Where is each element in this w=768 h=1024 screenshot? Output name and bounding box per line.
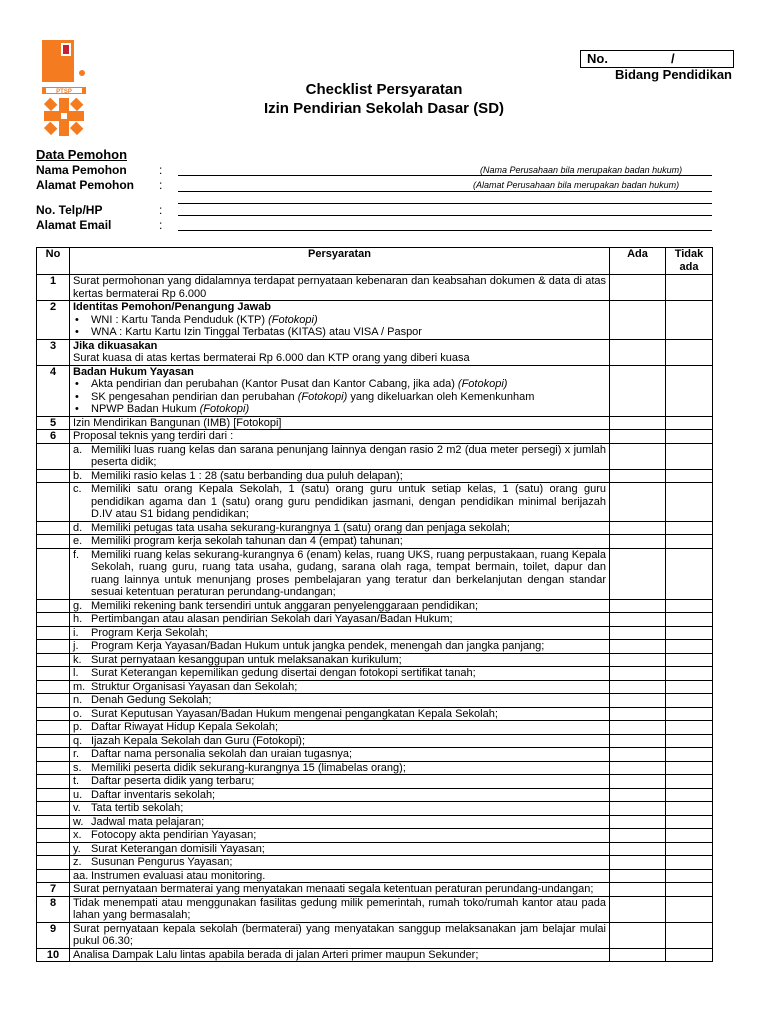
subitem-text: Susunan Pengurus Yayasan;: [91, 856, 233, 868]
subitem-text: Surat Keterangan domisili Yayasan;: [91, 842, 265, 855]
document-number-label: No.: [587, 51, 608, 66]
not-available-checkbox-cell[interactable]: [666, 883, 713, 897]
not-available-checkbox-cell[interactable]: [666, 667, 713, 681]
available-checkbox-cell[interactable]: [610, 521, 666, 535]
applicant-address-field-line2[interactable]: [178, 203, 712, 204]
list-item: [73, 870, 606, 883]
requirement-heading: Jika dikuasakan: [73, 339, 158, 352]
subitem-letter: z.: [73, 856, 82, 868]
list-item: [73, 654, 606, 667]
table-row: [37, 948, 713, 962]
subitem-text: Instrumen evaluasi atau monitoring.: [91, 869, 266, 882]
row-number: [37, 667, 70, 681]
available-checkbox-cell[interactable]: [610, 301, 666, 340]
row-number: [37, 734, 70, 748]
list-item: [73, 681, 606, 694]
bullet-text: SK pengesahan pendirian dan perubahan: [91, 390, 298, 403]
subitem-letter: e.: [73, 535, 83, 547]
document-number-slash: /: [671, 51, 675, 66]
table-row: [37, 922, 713, 948]
row-number: [37, 829, 70, 843]
not-available-checkbox-cell[interactable]: [666, 469, 713, 483]
subitem-text: Program Kerja Sekolah;: [91, 626, 208, 639]
row-number: 5: [37, 416, 70, 430]
bullet-note: (Fotokopi): [199, 403, 250, 415]
list-item: [73, 748, 606, 761]
applicant-name-label: Nama Pemohon: [36, 163, 127, 177]
subitem-letter: j.: [73, 640, 79, 652]
applicant-name-hint: (Nama Perusahaan bila merupakan badan hukum): [480, 165, 683, 175]
not-available-checkbox-cell[interactable]: [666, 761, 713, 775]
subitem-letter: h.: [73, 613, 83, 625]
list-item: [73, 403, 606, 416]
available-checkbox-cell[interactable]: [610, 896, 666, 922]
table-row: [37, 883, 713, 897]
available-checkbox-cell[interactable]: [610, 775, 666, 789]
subitem-letter: r.: [73, 748, 80, 760]
table-row: [37, 339, 713, 365]
table-row: [37, 275, 713, 301]
list-item: [73, 326, 606, 339]
svg-text:PTSP: PTSP: [56, 89, 72, 95]
bullet-note: (Fotokopi): [297, 390, 348, 403]
not-available-checkbox-cell[interactable]: [666, 653, 713, 667]
available-checkbox-cell[interactable]: [610, 640, 666, 654]
list-item: [73, 856, 606, 869]
not-available-checkbox-cell[interactable]: [666, 339, 713, 365]
list-item: [73, 391, 606, 404]
subitem-letter: b.: [73, 469, 83, 482]
list-item: [73, 721, 606, 734]
available-checkbox-cell[interactable]: [610, 856, 666, 870]
subitem-letter: k.: [73, 653, 82, 666]
subitem-text: Memiliki satu orang Kepala Sekolah, 1 (satu) orang guru untuk setiap kelas, 1 (satu) orang guru pendidikan agama dan 1 (satu) orang guru pendidikan jasmani, dengan pendidikan minimal berijazah D.IV atau S1 bidang pendidikan;: [91, 483, 606, 520]
not-available-checkbox-cell[interactable]: [666, 721, 713, 735]
subitem-text: Denah Gedung Sekolah;: [91, 694, 212, 706]
list-item: [73, 735, 606, 748]
available-checkbox-cell[interactable]: [610, 430, 666, 444]
subitem-letter: c.: [73, 483, 82, 495]
page-subtitle: Izin Pendirian Sekolah Dasar (SD): [263, 100, 505, 117]
not-available-checkbox-cell[interactable]: [666, 788, 713, 802]
not-available-checkbox-cell[interactable]: [666, 548, 713, 599]
bullet-note: (Fotokopi): [268, 313, 318, 326]
available-checkbox-cell[interactable]: [610, 869, 666, 883]
row-number: 9: [37, 922, 70, 948]
not-available-checkbox-cell[interactable]: [666, 802, 713, 816]
not-available-checkbox-cell[interactable]: [666, 430, 713, 444]
list-item: [73, 775, 606, 788]
bullet-icon: •: [75, 390, 79, 403]
table-row: [37, 707, 713, 721]
not-available-checkbox-cell[interactable]: [666, 829, 713, 843]
table-row: [37, 788, 713, 802]
subitem-letter: i.: [73, 626, 79, 639]
bullet-icon: •: [75, 378, 79, 390]
table-row: [37, 365, 713, 416]
row-number: 7: [37, 883, 70, 897]
not-available-checkbox-cell[interactable]: [666, 842, 713, 856]
not-available-checkbox-cell[interactable]: [666, 640, 713, 654]
row-number: 3: [37, 339, 70, 365]
list-item: [73, 816, 606, 829]
table-row: [37, 535, 713, 549]
table-row: [37, 599, 713, 613]
table-row: [37, 815, 713, 829]
row-number: [37, 869, 70, 883]
applicant-address-label: Alamat Pemohon: [36, 178, 135, 192]
row-number: 6: [37, 430, 70, 444]
row-number: [37, 599, 70, 613]
bullet-text: NPWP Badan Hukum: [91, 403, 200, 415]
table-row: [37, 443, 713, 469]
document-number-box: [580, 50, 734, 68]
available-checkbox-cell[interactable]: [610, 416, 666, 430]
subitem-text: Jadwal mata pelajaran;: [91, 815, 205, 828]
available-checkbox-cell[interactable]: [610, 694, 666, 708]
available-checkbox-cell[interactable]: [610, 483, 666, 522]
subitem-text: Memiliki rekening bank tersendiri untuk anggaran penyelenggaraan pendidikan;: [91, 599, 479, 612]
requirement-heading: Badan Hukum Yayasan: [73, 365, 194, 378]
page-title: Checklist Persyaratan: [305, 81, 463, 98]
subitem-text: Ijazah Kepala Sekolah dan Guru (Fotokopi);: [91, 734, 306, 747]
subitem-letter: aa.: [73, 869, 89, 882]
available-checkbox-cell[interactable]: [610, 829, 666, 843]
table-row: [37, 694, 713, 708]
subitem-text: Pertimbangan atau alasan pendirian Sekolah dari Yayasan/Badan Hukum;: [91, 613, 453, 625]
not-available-checkbox-cell[interactable]: [666, 896, 713, 922]
not-available-checkbox-cell[interactable]: [666, 748, 713, 762]
not-available-checkbox-cell[interactable]: [666, 365, 713, 416]
applicant-address-colon: :: [159, 178, 163, 192]
not-available-checkbox-cell[interactable]: [666, 416, 713, 430]
requirement-text: Surat pernyataan bermaterai yang menyatakan menaati segala ketentuan peraturan perundang-undangan;: [73, 883, 594, 895]
bullet-text: WNA : Kartu Kartu Izin Tinggal Terbatas (KITAS) atau VISA / Paspor: [91, 326, 422, 338]
requirement-text: Proposal teknis yang terdiri dari :: [73, 430, 234, 442]
header-requirement: Persyaratan: [70, 248, 610, 275]
not-available-checkbox-cell[interactable]: [666, 694, 713, 708]
row-number: [37, 856, 70, 870]
department-label: Bidang Pendidikan: [614, 67, 732, 82]
subitem-letter: g.: [73, 599, 83, 612]
not-available-checkbox-cell[interactable]: [666, 301, 713, 340]
subitem-letter: u.: [73, 788, 83, 801]
subitem-letter: l.: [73, 667, 79, 679]
bullet-text-tail: yang dikeluarkan oleh Kemenkunham: [347, 390, 535, 403]
bullet-icon: •: [75, 313, 79, 326]
subitem-text: Memiliki ruang kelas sekurang-kurangnya 6 (enam) kelas, ruang UKS, ruang perpustakaan, ruang Kepala Sekolah, ruang guru, ruang tata usaha, gudang, sarana olah raga, tempat bermain, toilet, dapur dan ruang lainnya untuk menunjang proses pembelajaran yang teratur dan berkelanjutan dengan standar sesuai ketentuan peraturan perundang-undangan;: [91, 548, 606, 598]
table-row: [37, 842, 713, 856]
row-number: [37, 680, 70, 694]
not-available-checkbox-cell[interactable]: [666, 535, 713, 549]
not-available-checkbox-cell[interactable]: [666, 275, 713, 301]
subitem-text: Program Kerja Yayasan/Badan Hukum untuk jangka pendek, menengah dan jangka panjang;: [91, 640, 545, 652]
list-item: [73, 444, 606, 469]
available-checkbox-cell[interactable]: [610, 599, 666, 613]
not-available-checkbox-cell[interactable]: [666, 599, 713, 613]
subitem-letter: q.: [73, 734, 83, 747]
row-number: [37, 815, 70, 829]
list-item: [73, 789, 606, 802]
subitem-letter: w.: [73, 815, 84, 828]
list-item: [73, 549, 606, 599]
bullet-icon: •: [75, 403, 79, 415]
subitem-letter: n.: [73, 694, 83, 706]
table-row: [37, 430, 713, 444]
table-row: [37, 802, 713, 816]
table-row: [37, 734, 713, 748]
available-checkbox-cell[interactable]: [610, 653, 666, 667]
bullet-note: (Fotokopi): [457, 378, 508, 390]
subitem-letter: t.: [73, 775, 80, 787]
list-item: [73, 613, 606, 626]
row-number: [37, 535, 70, 549]
subitem-text: Memiliki program kerja sekolah tahunan dan 4 (empat) tahunan;: [91, 535, 403, 547]
available-checkbox-cell[interactable]: [610, 922, 666, 948]
row-number: [37, 788, 70, 802]
row-number: 1: [37, 275, 70, 301]
subitem-letter: d.: [73, 521, 83, 534]
row-number: [37, 802, 70, 816]
subitem-text: Memiliki rasio kelas 1 : 28 (satu berbanding dua puluh delapan);: [91, 469, 403, 482]
available-checkbox-cell[interactable]: [610, 667, 666, 681]
not-available-checkbox-cell[interactable]: [666, 613, 713, 627]
applicant-section-title: Data Pemohon: [36, 147, 128, 162]
table-row: [37, 775, 713, 789]
table-row: [37, 521, 713, 535]
list-item: [73, 627, 606, 640]
not-available-checkbox-cell[interactable]: [666, 869, 713, 883]
phone-colon: :: [159, 203, 163, 217]
requirement-text: Izin Mendirikan Bangunan (IMB) [Fotokopi]: [73, 416, 282, 429]
table-row: [37, 721, 713, 735]
requirement-text: Tidak menempati atau menggunakan fasilitas gedung milik pemerintah, rumah toko/rumah kantor atau pada lahan yang bermasalah;: [73, 896, 606, 921]
list-item: [73, 535, 606, 548]
list-item: [73, 667, 606, 680]
subitem-text: Memiliki petugas tata usaha sekurang-kurangnya 1 (satu) orang dan penjaga sekolah;: [91, 521, 510, 534]
applicant-name-colon: :: [159, 163, 163, 177]
list-item: [73, 843, 606, 856]
available-checkbox-cell[interactable]: [610, 948, 666, 962]
subitem-letter: s.: [73, 761, 82, 774]
table-row: [37, 416, 713, 430]
available-checkbox-cell[interactable]: [610, 707, 666, 721]
available-checkbox-cell[interactable]: [610, 443, 666, 469]
not-available-checkbox-cell[interactable]: [666, 443, 713, 469]
bullet-icon: •: [75, 326, 79, 338]
available-checkbox-cell[interactable]: [610, 613, 666, 627]
available-checkbox-cell[interactable]: [610, 802, 666, 816]
not-available-checkbox-cell[interactable]: [666, 734, 713, 748]
row-number: [37, 653, 70, 667]
list-item: [73, 522, 606, 535]
requirement-text: Surat permohonan yang didalamnya terdapat pernyataan kebenaran dan keabsahan dokumen & data di atas kertas bermaterai Rp 6.000: [73, 275, 606, 300]
available-checkbox-cell[interactable]: [610, 275, 666, 301]
available-checkbox-cell[interactable]: [610, 548, 666, 599]
list-item: [73, 802, 606, 815]
available-checkbox-cell[interactable]: [610, 469, 666, 483]
not-available-checkbox-cell[interactable]: [666, 922, 713, 948]
row-number: 8: [37, 896, 70, 922]
available-checkbox-cell[interactable]: [610, 734, 666, 748]
row-number: [37, 521, 70, 535]
phone-field[interactable]: [178, 215, 712, 216]
list-item: [73, 483, 606, 521]
not-available-checkbox-cell[interactable]: [666, 626, 713, 640]
row-number: [37, 640, 70, 654]
list-item: [73, 378, 606, 391]
email-label: Alamat Email: [36, 218, 112, 232]
row-number: [37, 626, 70, 640]
requirement-text: Surat pernyataan kepala sekolah (bermaterai) yang menyatakan sanggup melaksanakan jam belajar mulai pukul 06.30;: [73, 922, 606, 947]
available-checkbox-cell[interactable]: [610, 339, 666, 365]
requirements-table: [36, 247, 713, 962]
not-available-checkbox-cell[interactable]: [666, 521, 713, 535]
list-item: [73, 708, 606, 721]
subitem-letter: v.: [73, 802, 81, 814]
header-not-available: Tidak ada: [666, 248, 713, 275]
subitem-text: Struktur Organisasi Yayasan dan Sekolah;: [91, 680, 298, 693]
subitem-letter: a.: [73, 443, 83, 456]
email-field[interactable]: [178, 230, 712, 231]
applicant-address-field[interactable]: [178, 191, 712, 192]
table-row: [37, 483, 713, 522]
row-number: 2: [37, 301, 70, 340]
subitem-letter: x.: [73, 829, 82, 841]
row-number: [37, 694, 70, 708]
requirement-text: Analisa Dampak Lalu lintas apabila berada di jalan Arteri primer maupun Sekunder;: [73, 948, 479, 961]
table-row: [37, 626, 713, 640]
requirement-text: Surat kuasa di atas kertas bermaterai Rp 6.000 dan KTP orang yang diberi kuasa: [73, 352, 470, 364]
available-checkbox-cell[interactable]: [610, 680, 666, 694]
list-item: [73, 829, 606, 842]
available-checkbox-cell[interactable]: [610, 788, 666, 802]
table-row: [37, 640, 713, 654]
list-item: [73, 314, 606, 327]
subitem-text: Daftar nama personalia sekolah dan uraian tugasnya;: [91, 748, 353, 760]
subitem-text: Surat Keputusan Yayasan/Badan Hukum mengenai pengangkatan Kepala Sekolah;: [91, 707, 498, 720]
row-number: [37, 842, 70, 856]
list-item: [73, 600, 606, 613]
subitem-letter: p.: [73, 721, 83, 733]
subitem-text: Daftar inventaris sekolah;: [91, 788, 216, 801]
table-row: [37, 829, 713, 843]
not-available-checkbox-cell[interactable]: [666, 815, 713, 829]
row-number: [37, 469, 70, 483]
available-checkbox-cell[interactable]: [610, 883, 666, 897]
not-available-checkbox-cell[interactable]: [666, 856, 713, 870]
applicant-address-hint: (Alamat Perusahaan bila merupakan badan hukum): [473, 180, 680, 190]
available-checkbox-cell[interactable]: [610, 535, 666, 549]
row-number: [37, 613, 70, 627]
table-row: [37, 748, 713, 762]
bullet-text: Akta pendirian dan perubahan (Kantor Pusat dan Kantor Cabang, jika ada): [91, 378, 458, 390]
available-checkbox-cell[interactable]: [610, 761, 666, 775]
table-row: [37, 761, 713, 775]
table-row: [37, 667, 713, 681]
table-row: [37, 653, 713, 667]
subitem-letter: m.: [73, 680, 86, 693]
row-number: [37, 443, 70, 469]
bullet-text: WNI : Kartu Tanda Penduduk (KTP): [91, 313, 269, 326]
subitem-letter: o.: [73, 707, 83, 720]
row-number: [37, 775, 70, 789]
table-row: [37, 896, 713, 922]
subitem-text: Daftar peserta didik yang terbaru;: [91, 775, 255, 787]
subitem-text: Memiliki peserta didik sekurang-kurangnya 15 (limabelas orang);: [91, 761, 406, 774]
available-checkbox-cell[interactable]: [610, 842, 666, 856]
table-row: [37, 301, 713, 340]
row-number: [37, 721, 70, 735]
subitem-text: Surat Keterangan kepemilikan gedung disertai dengan fotokopi sertifikat tanah;: [91, 667, 476, 679]
available-checkbox-cell[interactable]: [610, 365, 666, 416]
list-item: [73, 640, 606, 653]
list-item: [73, 470, 606, 483]
table-row: [37, 548, 713, 599]
list-item: [73, 762, 606, 775]
subitem-text: Surat pernyataan kesanggupan untuk melaksanakan kurikulum;: [91, 653, 402, 666]
row-number: [37, 748, 70, 762]
table-row: [37, 869, 713, 883]
subitem-text: Fotocopy akta pendirian Yayasan;: [91, 829, 257, 841]
subitem-letter: y.: [73, 842, 81, 855]
applicant-name-field[interactable]: [178, 175, 712, 176]
subitem-text: Daftar Riwayat Hidup Kepala Sekolah;: [91, 721, 279, 733]
available-checkbox-cell[interactable]: [610, 626, 666, 640]
list-item: [73, 694, 606, 707]
row-number: 4: [37, 365, 70, 416]
row-number: [37, 548, 70, 599]
table-row: [37, 680, 713, 694]
row-number: [37, 707, 70, 721]
available-checkbox-cell[interactable]: [610, 748, 666, 762]
subitem-text: Memiliki luas ruang kelas dan sarana penunjang lainnya dengan rasio 2 m2 (dua meter persegi) x jumlah peserta didik;: [91, 443, 606, 468]
row-number: [37, 483, 70, 522]
subitem-text: Tata tertib sekolah;: [91, 802, 184, 814]
phone-label: No. Telp/HP: [36, 203, 103, 217]
requirement-heading: Identitas Pemohon/Penangung Jawab: [73, 301, 272, 313]
subitem-letter: f.: [73, 548, 80, 561]
not-available-checkbox-cell[interactable]: [666, 483, 713, 522]
not-available-checkbox-cell[interactable]: [666, 948, 713, 962]
table-header-row: [37, 248, 713, 275]
row-number: 10: [37, 948, 70, 962]
available-checkbox-cell[interactable]: [610, 815, 666, 829]
not-available-checkbox-cell[interactable]: [666, 775, 713, 789]
table-row: [37, 613, 713, 627]
available-checkbox-cell[interactable]: [610, 721, 666, 735]
not-available-checkbox-cell[interactable]: [666, 707, 713, 721]
header-no: No: [37, 248, 70, 275]
email-colon: :: [159, 218, 163, 232]
table-row: [37, 469, 713, 483]
table-row: [37, 856, 713, 870]
not-available-checkbox-cell[interactable]: [666, 680, 713, 694]
header-available: Ada: [610, 248, 666, 275]
row-number: [37, 761, 70, 775]
